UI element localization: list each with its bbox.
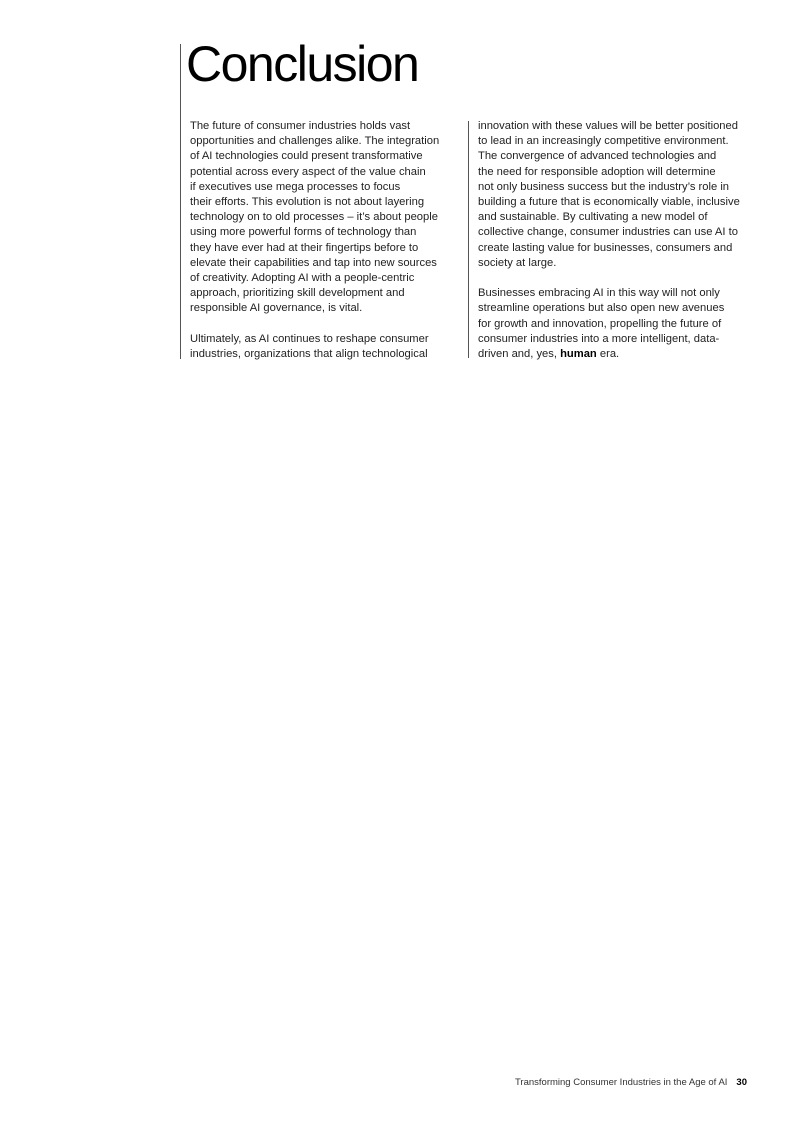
page-footer: [515, 1077, 747, 1088]
text-line: their efforts. This evolution is not about layering: [190, 196, 425, 209]
left-paragraph-2: [190, 332, 455, 362]
text-line: using more powerful forms of technology than: [190, 226, 417, 239]
text-line: of AI technologies could present transformative: [190, 150, 423, 163]
text-line: create lasting value for businesses, consumers and: [478, 241, 733, 254]
text-line: Ultimately, as AI continues to reshape consumer: [190, 332, 429, 345]
text-line: innovation with these values will be better positioned: [478, 120, 738, 132]
text-line: to lead in an increasingly competitive environment.: [478, 135, 729, 148]
left-paragraph-1: [190, 119, 455, 317]
page-title: Conclusion: [186, 36, 419, 92]
text-line: opportunities and challenges alike. The integration: [190, 135, 440, 148]
text-line-last: [478, 347, 753, 362]
text-line: The future of consumer industries holds vast: [190, 120, 411, 132]
text-line: collective change, consumer industries can use AI to: [478, 226, 738, 239]
title-divider-line: [180, 44, 181, 359]
text-line: and sustainable. By cultivating a new model of: [478, 211, 708, 224]
text-line: if executives use mega processes to focus: [190, 180, 401, 193]
text-line: the need for responsible adoption will determine: [478, 165, 716, 178]
text-line: approach, prioritizing skill development and: [190, 287, 405, 300]
text-line: responsible AI governance, is vital.: [190, 302, 363, 315]
right-paragraph-1: [478, 119, 753, 271]
text-run: driven and, yes,: [478, 348, 561, 361]
text-line: streamline operations but also open new avenues: [478, 302, 725, 315]
text-line: consumer industries into a more intelligent, data-: [478, 332, 720, 345]
footer-title: Transforming Consumer Industries in the Age of AI: [514, 1077, 728, 1088]
text-run: era.: [596, 348, 620, 361]
text-line: building a future that is economically viable, inclusive: [478, 196, 740, 209]
left-column: [190, 119, 455, 377]
text-line: elevate their capabilities and tap into new sources: [190, 256, 437, 269]
text-line: they have ever had at their fingertips before to: [190, 241, 419, 254]
text-line: Businesses embracing AI in this way will not only: [478, 287, 720, 300]
right-column: [478, 119, 753, 377]
text-line: of creativity. Adopting AI with a people-centric: [190, 272, 415, 285]
text-line: society at large.: [478, 256, 557, 269]
page-number: 30: [736, 1077, 747, 1088]
column-divider-line: [468, 121, 469, 358]
text-line: potential across every aspect of the value chain: [190, 165, 426, 178]
text-line: industries, organizations that align technological: [190, 348, 428, 361]
text-line: for growth and innovation, propelling the future of: [478, 317, 722, 330]
text-line: The convergence of advanced technologies and: [478, 150, 717, 163]
right-paragraph-2: [478, 286, 753, 362]
emphasis-word: human: [560, 348, 597, 361]
text-line: technology on to old processes – it’s about people: [190, 211, 438, 224]
text-line: not only business success but the industry’s role in: [478, 180, 730, 193]
